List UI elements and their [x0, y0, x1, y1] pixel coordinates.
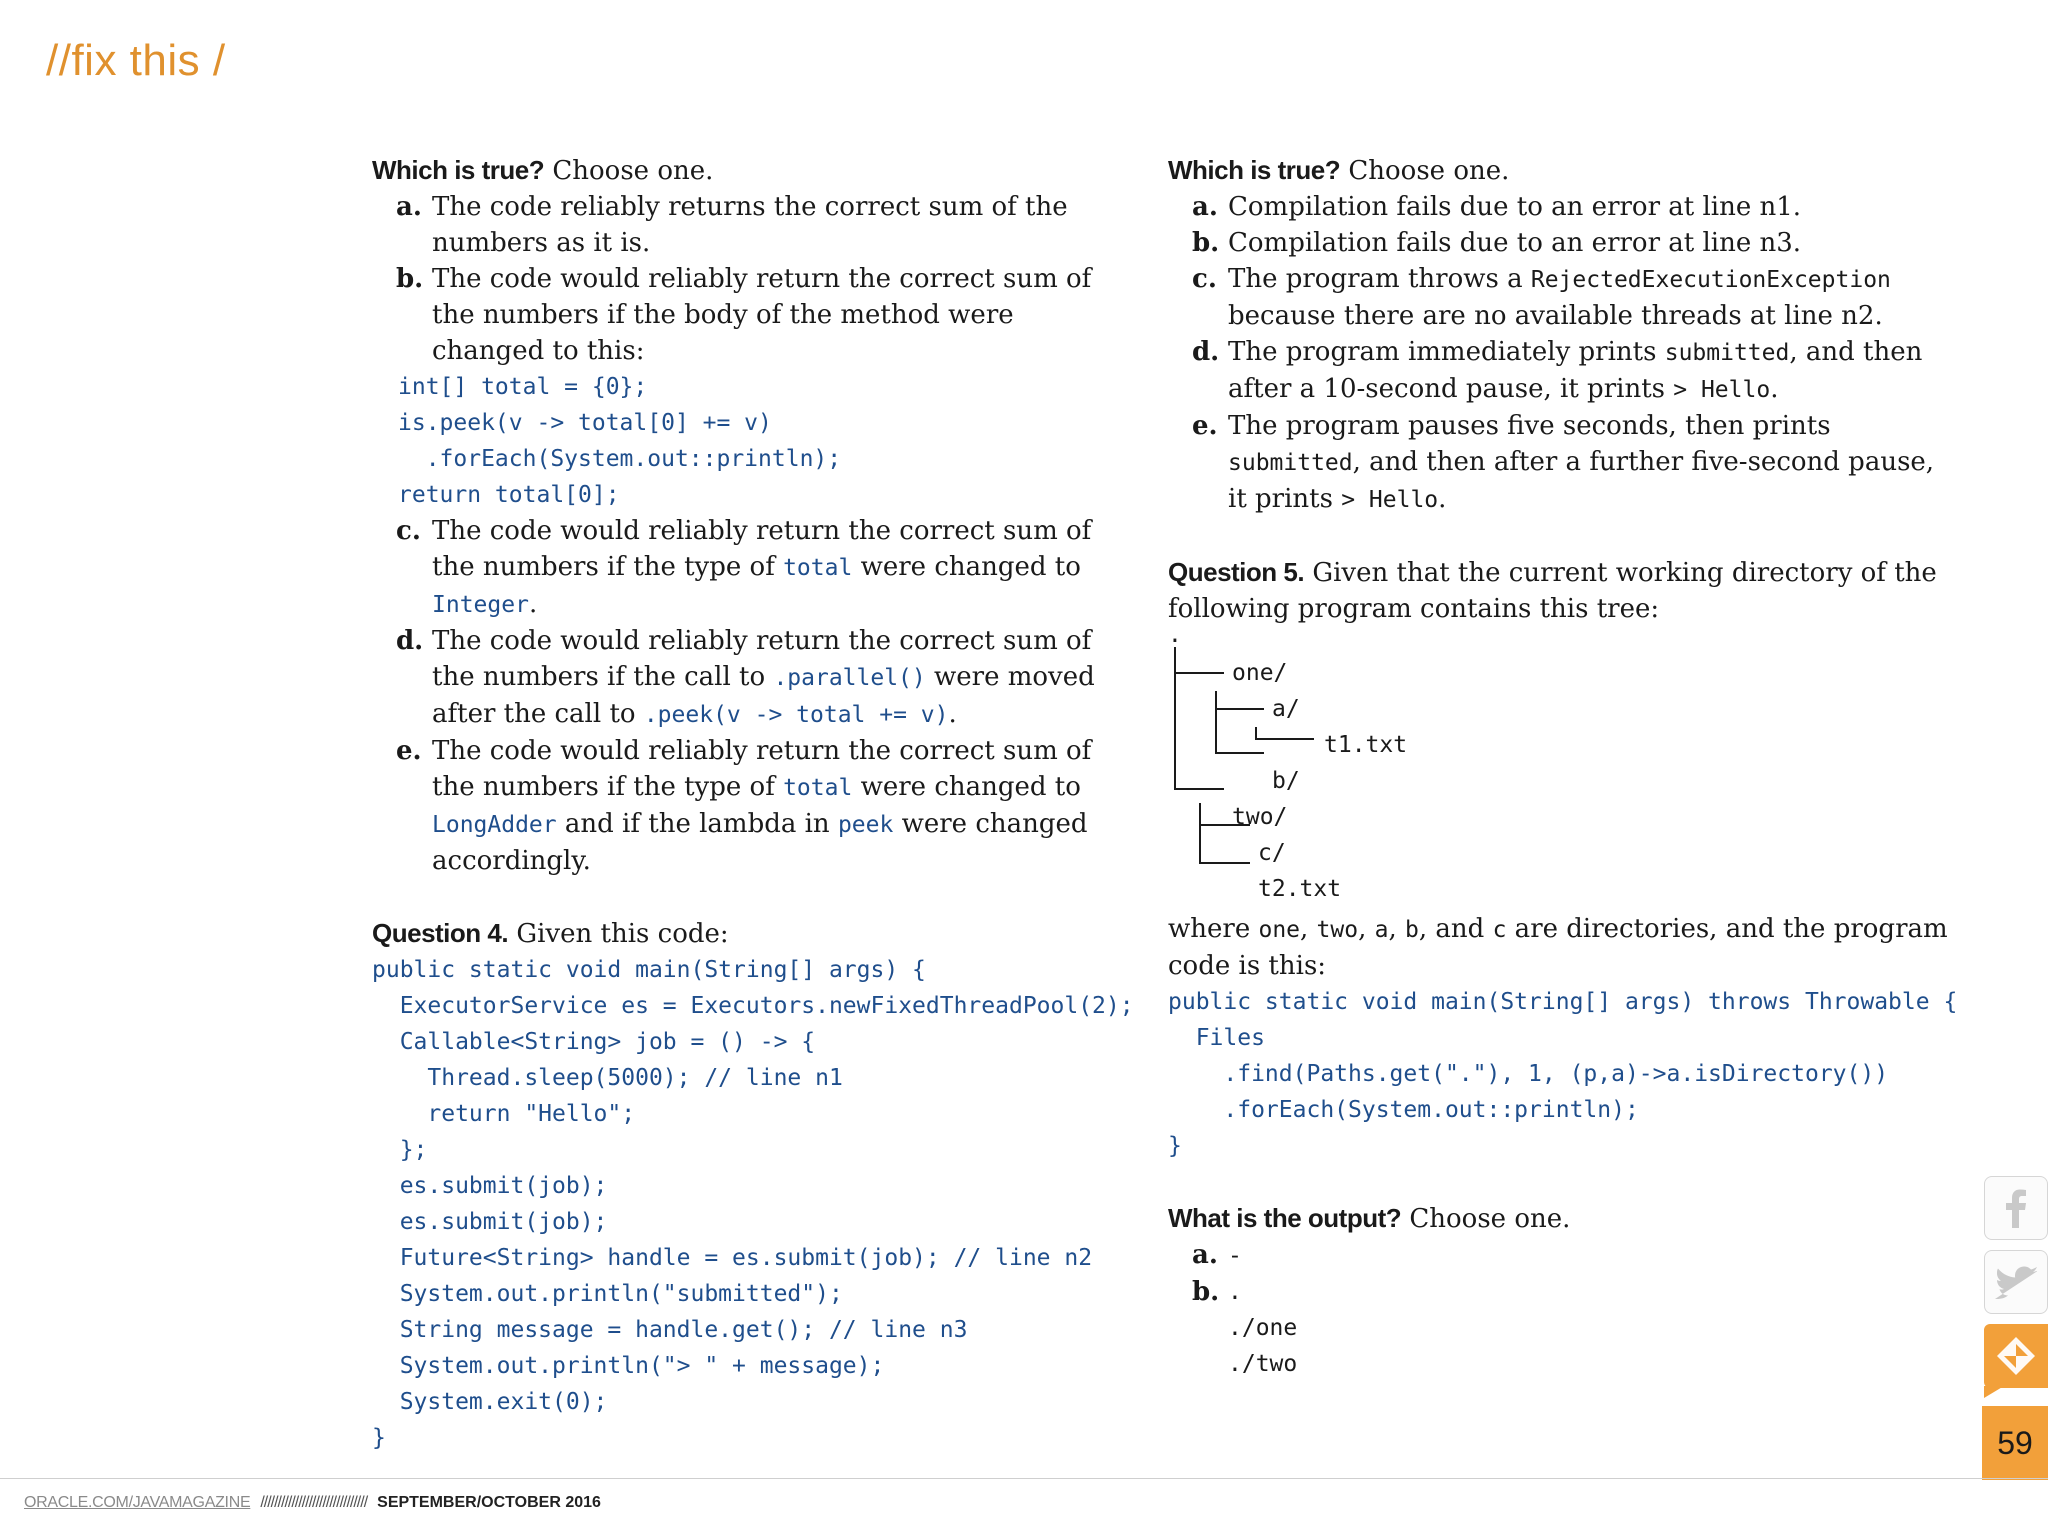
facebook-share-button[interactable]: [1984, 1176, 2048, 1240]
q4-option-b: b. Compilation fails due to an error at line n3.: [1192, 228, 1802, 258]
tree-node-a: a/: [1272, 696, 1300, 722]
q3-option-c: c. The code would reliably return the correct sum of the numbers if the type of total were changed to Integer.: [396, 516, 1092, 619]
q3-option-b-code: int[] total = {0}; is.peek(v -> total[0] += v) .forEach(System.out::println); return total[0];: [398, 374, 842, 508]
q4-prompt: Which is true? Choose one.: [1168, 155, 1510, 186]
q4-heading: Question 4. Given this code:: [372, 918, 729, 949]
twitter-share-button[interactable]: [1984, 1250, 2048, 1314]
twitter-bird-icon: [1995, 1264, 2037, 1300]
share-tab-tail: [1984, 1386, 2004, 1398]
q4-option-a: a. Compilation fails due to an error at line n1.: [1192, 192, 1802, 222]
q5-output-prompt: What is the output? Choose one.: [1168, 1203, 1571, 1234]
q3-option-a: a. The code reliably returns the correct sum of the numbers as it is.: [396, 192, 1068, 258]
facebook-icon: [1999, 1188, 2033, 1228]
q4-option-e: e. The program pauses five seconds, then prints submitted, and then after a further five-second pause, it prints > Hello.: [1192, 411, 1935, 514]
tree-node-t1: t1.txt: [1324, 732, 1408, 758]
q5-where-text: where one, two, a, b, and c are directories, and the program code is this:: [1168, 914, 1948, 981]
tree-lines: [1168, 635, 1568, 915]
left-column: [372, 152, 1132, 1456]
tree-node-c: c/: [1258, 840, 1286, 866]
email-share-button[interactable]: [1984, 1324, 2048, 1388]
footer: [24, 1494, 601, 1512]
page-number: 59: [1982, 1406, 2048, 1480]
q5-code-block: public static void main(String[] args) throws Throwable { Files .find(Paths.get("."), 1, (p,a)->a.isDirectory()) .forEach(System.out::println); }: [1168, 989, 1958, 1159]
footer-site-link[interactable]: ORACLE.COM/JAVAMAGAZINE: [24, 1494, 251, 1511]
q4-option-d: d. The program immediately prints submitted, and then after a 10-second pause, it prints > Hello.: [1192, 337, 1923, 404]
tree-node-one: one/: [1232, 660, 1288, 686]
tree-root: .: [1168, 622, 1182, 648]
q5-heading: Question 5. Given that the current working directory of the following program contains this tree:: [1168, 557, 1937, 624]
footer-slashes: ///////////////////////////////: [260, 1494, 368, 1511]
right-column: [1168, 152, 1958, 1382]
q3-option-e: e. The code would reliably return the correct sum of the numbers if the type of total were changed to LongAdder and if the lambda in peek were changed accordingly.: [396, 736, 1092, 876]
tree-node-b: b/: [1272, 768, 1300, 794]
q3-prompt: Which is true? Choose one.: [372, 155, 714, 186]
footer-issue: SEPTEMBER/OCTOBER 2016: [377, 1494, 601, 1511]
section-title: //fix this /: [46, 36, 226, 85]
directory-tree: [1168, 622, 1568, 915]
tree-node-two: two/: [1232, 804, 1288, 830]
q5-option-a: a. -: [1192, 1240, 1242, 1270]
q5-option-b: b. . ./one ./two: [1192, 1277, 1298, 1377]
footer-divider: [0, 1478, 2048, 1479]
envelope-icon: [1995, 1335, 2037, 1377]
q3-option-d: d. The code would reliably return the correct sum of the numbers if the call to .parallel() were moved after the call to .peek(v -> total += v).: [396, 626, 1095, 729]
tree-node-t2: t2.txt: [1258, 876, 1342, 902]
q4-option-c: c. The program throws a RejectedExecutionException because there are no available threads at line n2.: [1192, 264, 1891, 331]
q4-code-block: public static void main(String[] args) { ExecutorService es = Executors.newFixedThreadPool(2); Callable<String> job = () -> { Thread.sleep(5000); // line n1 return "Hello"; }; es.submit(job); es.submit(job); Future<String> handle = es.submit(job); // line n2 System.out.println("submitted"); String message = handle.get(); // line n3 System.out.println("> " + message); System.exit(0); }: [372, 957, 1134, 1451]
q3-option-b: b. The code would reliably return the correct sum of the numbers if the body of the method were changed to this:: [396, 264, 1092, 366]
